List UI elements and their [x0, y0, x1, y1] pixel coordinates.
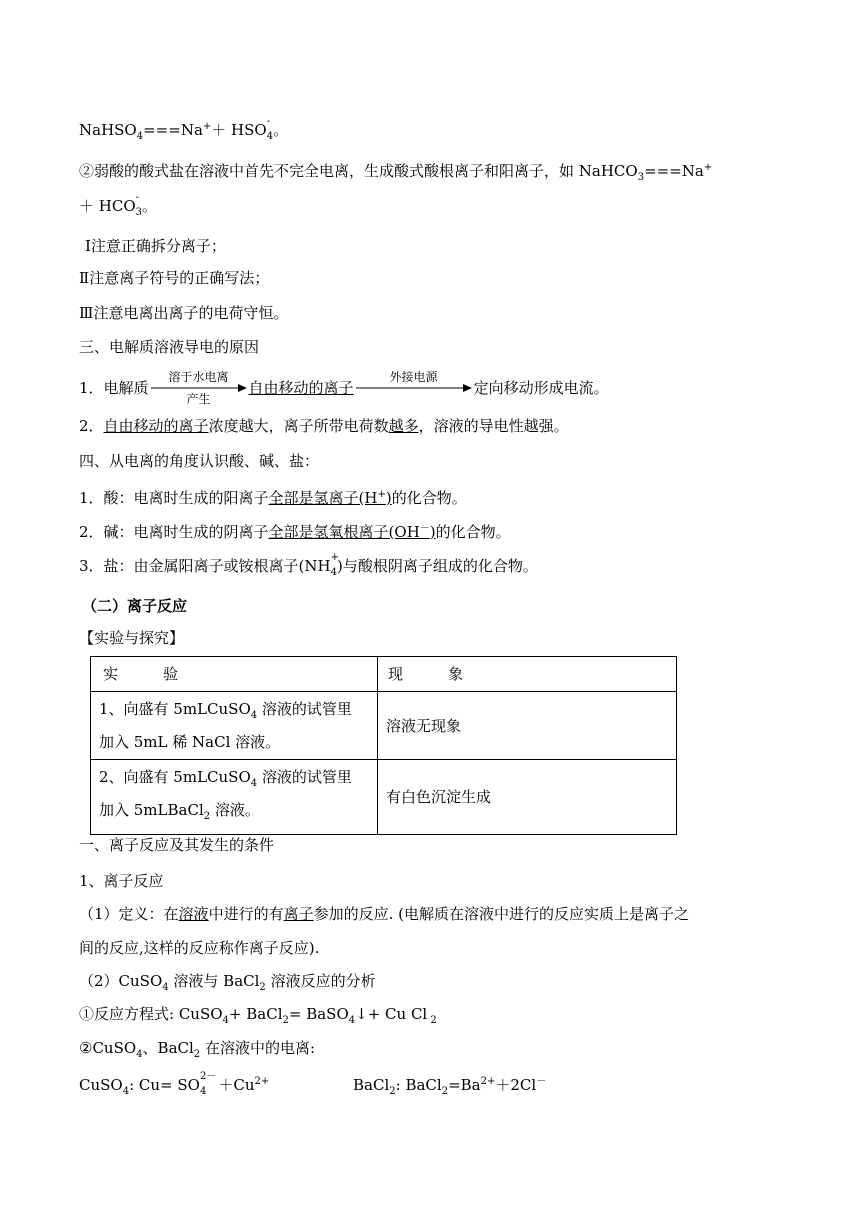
text-line: ②弱酸的酸式盐在溶液中首先不完全电离，生成酸式酸根离子和阳离子，如 NaHCO$_3$===Na+ [79, 162, 713, 183]
text-line: NaHSO$_4$===Na+＋ HSO - $_4$。 [79, 116, 289, 142]
table-header-row [91, 657, 677, 692]
section-heading: 三、电解质溶液导电的原因 [79, 338, 260, 356]
text-line: BaCl$_2$: $BaCl_2=Ba^{2+}+2Cl^-$ [353, 1076, 547, 1097]
table-row [91, 692, 677, 760]
section-heading: 四、从电离的角度认识酸、碱、盐： [79, 452, 320, 470]
text-line: Ⅱ注意离子符号的正确写法； [79, 269, 270, 287]
text-line: 1、离子反应 [79, 872, 164, 890]
text-line: 3．盐：由金属阳离子或铵根离子(NH + $_4$)与酸根阴离子组成的化合物。 [79, 552, 538, 578]
text-line: Ⅲ注意电离出离子的电荷守恒。 [79, 304, 289, 322]
text-line: 1．酸：电离时生成的阳离子全部是氢离子(H+)的化合物。 [79, 489, 467, 507]
experiment-cell: 1、向盛有 5mLCuSO$_4$ 溶液的试管里 加入 5mL 稀 NaCl 溶液。 [91, 692, 378, 760]
text-line: ①反应方程式: CuSO$_4$+ BaCl$_2$= BaSO$_4$↓+ Cu Cl $_2$ [79, 1005, 437, 1026]
text-line: ②CuSO$_4$、BaCl$_2$ 在溶液中的电离: [79, 1039, 315, 1060]
text-line: （2）CuSO$_4$ 溶液与 BaCl$_2$ 溶液反应的分析 [79, 972, 376, 993]
text-line: 【实验与探究】 [79, 629, 185, 647]
experiment-cell: 2、向盛有 5mLCuSO$_4$ 溶液的试管里 加入 5mLBaCl$_2$ 溶液。 [91, 760, 378, 835]
reaction-arrow: 溶于水电离 产生 [151, 370, 247, 406]
text-line: 1．电解质 溶于水电离 产生 自由移动的离子 外接电源 定向移动形成电流。 [79, 370, 609, 406]
section-heading: 一、离子反应及其发生的条件 [79, 836, 275, 854]
text-line: 间的反应,这样的反应称作离子反应). [79, 939, 320, 957]
result-cell: 溶液无现象 [378, 692, 677, 760]
experiment-table [90, 656, 677, 835]
header-cell: 实 验 [91, 657, 378, 692]
text-line: （1）定义：在溶液中进行的有离子参加的反应. (电解质在溶液中进行的反应实质上是离子之 [79, 905, 689, 923]
text-line: 2．自由移动的离子浓度越大，离子所带电荷数越多，溶液的导电性越强。 [79, 417, 569, 435]
table-row [91, 760, 677, 835]
text-line: ＋ HCO - $_3$。 [79, 192, 158, 218]
text-line: CuSO$_4$: Cu= SO 2－ $_4 +Cu^{2+}$ [79, 1071, 270, 1097]
text-line: Ⅰ注意正确拆分离子； [85, 237, 226, 255]
result-cell: 有白色沉淀生成 [378, 760, 677, 835]
reaction-arrow: 外接电源 [356, 370, 472, 406]
subsection-heading: （二）离子反应 [82, 597, 188, 615]
text-line: 2．碱：电离时生成的阴离子全部是氢氧根离子(OH－)的化合物。 [79, 523, 511, 541]
header-cell: 现 象 [378, 657, 677, 692]
